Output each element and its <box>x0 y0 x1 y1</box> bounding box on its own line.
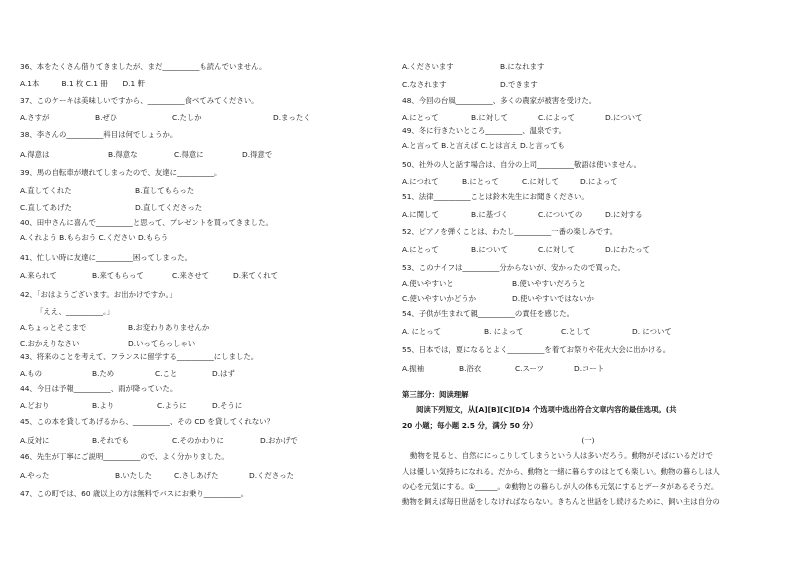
left-text-12-1: B.来てもらって <box>92 271 144 280</box>
right-text-17-0: 55、日本では，夏になるとよく__________を着てお祭りや花火大会に出かける。 <box>402 345 671 354</box>
left-text-22-1: B.それでも <box>92 436 129 445</box>
left-text-12-0: A.来られて <box>20 271 57 280</box>
right-text-16-3: D. について <box>632 327 672 336</box>
left-text-24-2: C.さしあげた <box>174 471 219 480</box>
right-text-13-1: B.使いやすいだろうと <box>512 279 586 288</box>
left-text-8-1: D.直してくださった <box>135 203 203 212</box>
right-text-22-0: (一) <box>581 436 595 445</box>
right-text-7-0: A.につれて <box>402 177 439 186</box>
left-text-24-3: D.くださった <box>249 471 294 480</box>
right-text-11-0: A.にとって <box>402 245 439 254</box>
left-text-16-1: D.いってらっしゃい <box>128 339 196 348</box>
right-line-22 <box>402 436 774 446</box>
right-text-14-0: C.使いやすいかどうか <box>402 294 477 303</box>
right-text-25-0: の心を元気にする。①______。②動物との暮らしが人の体も元気にするとデータがあるそうだ。 <box>402 482 719 491</box>
left-text-22-0: A.反対に <box>20 436 50 445</box>
left-text-24-0: A.やった <box>20 471 50 480</box>
right-column <box>402 0 774 562</box>
right-text-7-3: D.によって <box>580 177 618 186</box>
left-text-3-2: C.たしか <box>172 113 202 122</box>
left-text-17-0: 43、将来のことを考えて、フランスに留学する__________にしました。 <box>20 352 259 361</box>
left-text-22-2: C.そのかわりに <box>172 436 224 445</box>
left-text-11-0: 41、忙しい時に友達に__________困ってしまった。 <box>20 253 192 262</box>
left-text-2-0: 37、このケーキは美味しいですから、__________食べてみてください。 <box>20 96 259 105</box>
left-text-18-0: A.もの <box>20 369 43 378</box>
right-text-0-0: A.くださいます <box>402 62 454 71</box>
right-text-16-2: C.として <box>561 327 591 336</box>
left-text-13-0: 42、「おはようございます。お出かけですか。」 <box>20 290 177 299</box>
right-text-11-3: D.にわたって <box>605 245 650 254</box>
left-text-7-0: A.直してくれた <box>20 186 72 195</box>
right-text-9-2: C.についての <box>538 210 583 219</box>
right-text-1-1: D.できます <box>500 80 538 89</box>
left-text-18-3: D.はず <box>212 369 235 378</box>
right-text-3-2: C.によって <box>538 113 576 122</box>
left-text-23-0: 46、先生が丁寧にご説明__________ので、よく分かりました。 <box>20 452 229 461</box>
left-text-21-0: 45、この本を貸してあげるから、__________、その CD を貸してくれない？ <box>20 417 275 426</box>
right-text-5-0: A.と言って B.と言えば C.とは言え D.と言っても <box>402 141 565 150</box>
left-text-7-1: B.直してもらった <box>135 186 195 195</box>
left-text-5-1: B.得意な <box>108 150 138 159</box>
left-text-5-2: C.得意に <box>174 150 204 159</box>
left-text-1-0: A.1本 B.1 枚 C.1 冊 D.1 軒 <box>20 79 145 88</box>
right-text-4-0: 49、冬に行きたいところ__________、温泉です。 <box>402 126 567 135</box>
right-text-9-0: A.に関して <box>402 210 439 219</box>
left-column <box>20 0 380 562</box>
left-text-25-0: 47、この町では、60 歳以上の方は無料でバスにお乗り__________。 <box>20 489 249 498</box>
left-text-24-1: B.いたした <box>115 471 152 480</box>
right-text-24-0: 人は優しい気持ちになれる。だから、動物と一緒に暮らすのはとても楽しい。動物の暮らしは人 <box>402 467 720 476</box>
right-text-8-0: 51、法律__________ことは鈴木先生にお聞きください。 <box>402 192 589 201</box>
right-text-12-0: 53、このナイフは__________分からないが、安かったので買った。 <box>402 263 625 272</box>
right-text-19-0: 第三部分：阅读理解 <box>402 390 469 399</box>
left-text-15-1: B.お変わりありませんか <box>128 323 210 332</box>
right-text-11-2: C.に対して <box>538 245 576 254</box>
right-text-16-0: A. にとって <box>402 327 442 336</box>
right-text-9-3: D.に対する <box>605 210 643 219</box>
right-text-7-1: B.にとって <box>462 177 499 186</box>
right-text-18-3: D.コート <box>574 364 605 373</box>
right-text-23-0: 動物を見ると、自然ににっこりしてしまうという人は多いだろう。動物がそばにいるだけで <box>410 451 713 460</box>
left-text-3-1: B.ぜひ <box>95 113 118 122</box>
left-text-20-3: D.そうに <box>212 401 243 410</box>
right-text-26-0: 動物を飼えば毎日世話をしなければならない。きちんと世話をし続けるために、飼い主は自分の <box>402 497 720 506</box>
right-text-10-0: 52、ピアノを弾くことは、わたし__________一番の楽しみです。 <box>402 227 618 236</box>
right-text-18-2: C.スーツ <box>515 364 545 373</box>
left-text-3-0: A.さすが <box>20 113 50 122</box>
right-text-18-0: A.振袖 <box>402 364 425 373</box>
left-text-14-0: 「ええ、__________。」 <box>36 307 115 316</box>
left-text-5-3: D.得意で <box>242 150 273 159</box>
left-text-22-3: D.おかげで <box>260 436 298 445</box>
right-text-7-2: C.に対して <box>522 177 560 186</box>
right-text-15-0: 54、子供が生まれて親__________の責任を感じた。 <box>402 309 574 318</box>
left-text-6-0: 39、馬の自転車が壊れてしまったので、友達に__________。 <box>20 168 222 177</box>
right-text-9-1: B.に基づく <box>471 210 508 219</box>
right-text-0-1: B.になれます <box>500 62 545 71</box>
right-text-3-1: B.に対して <box>471 113 508 122</box>
left-text-3-3: D.まったく <box>273 113 311 122</box>
right-text-6-0: 50、社外の人と話す場合は、自分の上司__________敬語は使いません。 <box>402 160 641 169</box>
left-text-20-0: A.どおり <box>20 401 50 410</box>
right-text-13-0: A.使いやすいと <box>402 279 454 288</box>
right-text-3-0: A.にとって <box>402 113 439 122</box>
left-text-5-0: A.得意は <box>20 150 50 159</box>
left-text-18-1: B.ため <box>92 369 115 378</box>
right-text-20-0: 阅读下列短文，从[A][B][C][D]4 个选项中选出符合文章内容的最佳选项。(共 <box>416 405 677 414</box>
left-text-16-0: C.おかえりなさい <box>20 339 80 348</box>
right-text-16-1: B. によって <box>484 327 524 336</box>
right-text-2-0: 48、今回の台風__________、多くの農家が被害を受けた。 <box>402 96 597 105</box>
left-text-10-0: A.くれよう B.もらおう C.ください D.もらう <box>20 233 169 242</box>
left-text-19-0: 44、今日は予報__________、雨が降っていた。 <box>20 384 178 393</box>
left-text-15-0: A.ちょっとそこまで <box>20 323 87 332</box>
right-text-21-0: 20 小题；每小题 2.5 分，满分 50 分） <box>402 421 538 430</box>
left-text-20-2: C.ように <box>157 401 187 410</box>
right-text-3-3: D.について <box>605 113 643 122</box>
right-text-18-1: B.浴衣 <box>459 364 482 373</box>
left-text-4-0: 38、李さんの__________科目は何でしょうか。 <box>20 130 178 139</box>
left-text-12-2: C.来させて <box>172 271 210 280</box>
right-text-1-0: C.なされます <box>402 80 447 89</box>
left-text-18-2: C.こと <box>155 369 178 378</box>
left-text-20-1: B.より <box>92 401 115 410</box>
left-text-9-0: 40、田中さんに喜んで__________と思って、プレゼントを買ってきました。 <box>20 218 273 227</box>
left-text-8-0: C.直してあげた <box>20 203 72 212</box>
right-text-11-1: B.について <box>471 245 508 254</box>
right-text-14-1: D.使いやすいではないか <box>512 294 594 303</box>
left-text-0-0: 36、本をたくさん借りてきましたが、まだ__________も読んでいません。 <box>20 62 267 71</box>
left-text-12-3: D.来てくれて <box>233 271 278 280</box>
